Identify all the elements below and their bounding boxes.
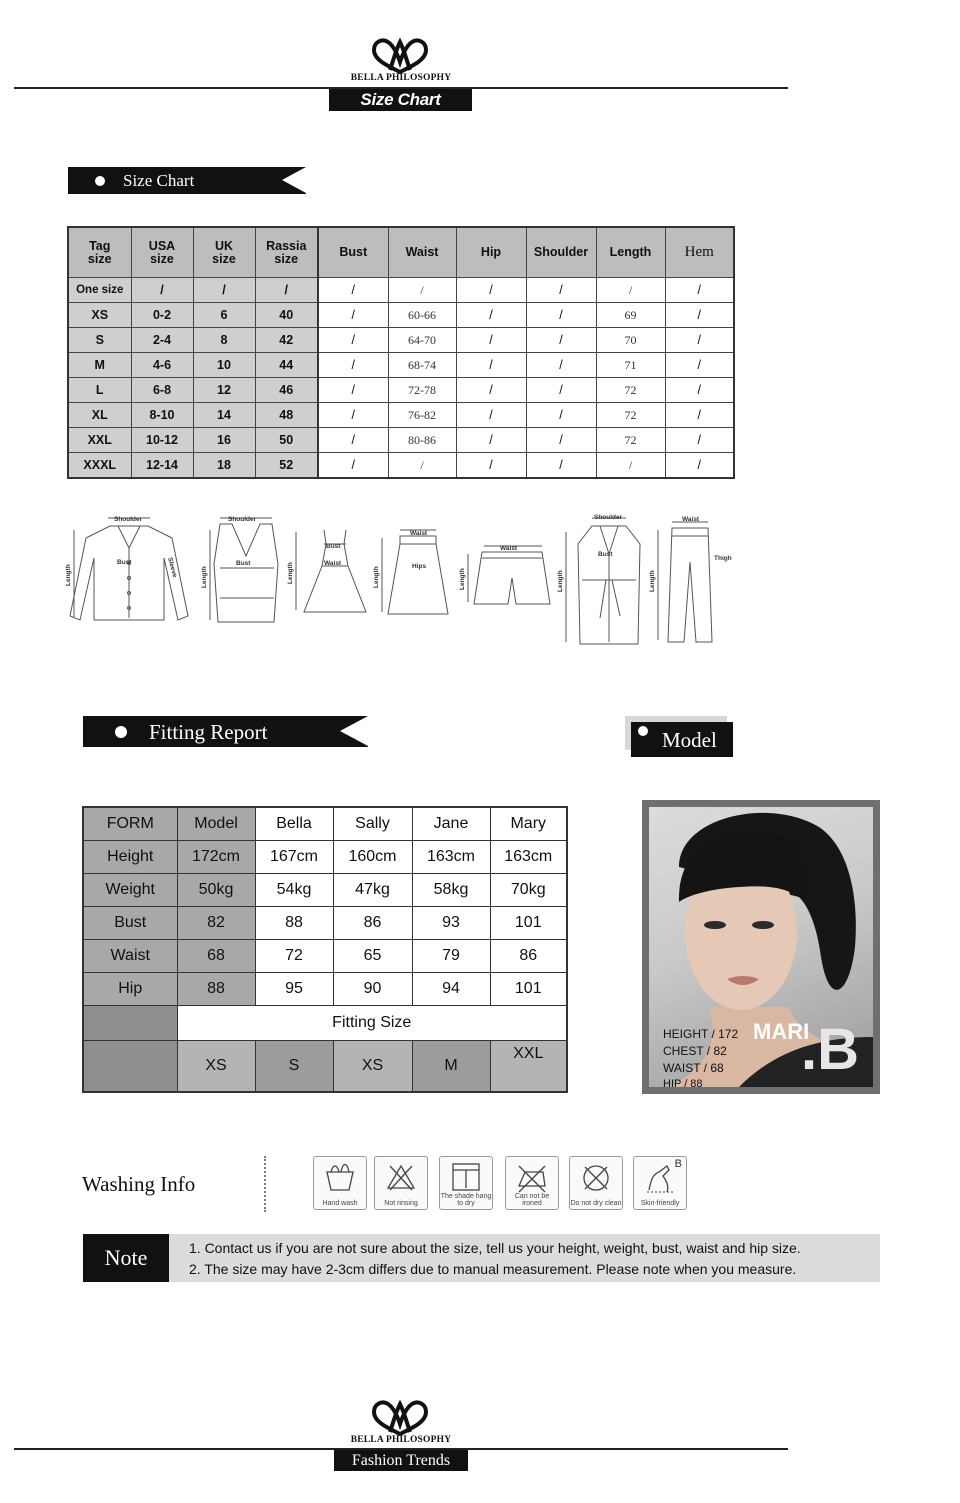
bullet-icon bbox=[638, 726, 648, 736]
size-cell: 68-74 bbox=[388, 353, 456, 378]
size-cell: 76-82 bbox=[388, 403, 456, 428]
note-line-2: 2. The size may have 2-3cm differs due to manual measurement. Please note when you measure. bbox=[189, 1261, 797, 1277]
fit-header-jane: Jane bbox=[412, 807, 490, 841]
fitting-report-ribbon bbox=[83, 716, 368, 747]
size-cell: / bbox=[665, 403, 734, 428]
sketch-label-waist-4: Waist bbox=[410, 530, 428, 537]
size-cell: / bbox=[596, 278, 665, 303]
size-cell: 72 bbox=[596, 378, 665, 403]
fit-cell: 47kg bbox=[333, 874, 412, 907]
size-chart-ribbon bbox=[68, 167, 306, 194]
fit-cell: 93 bbox=[412, 907, 490, 940]
size-row bbox=[68, 278, 734, 303]
size-cell: 44 bbox=[255, 353, 318, 378]
fit-empty-cell bbox=[83, 1006, 177, 1041]
fit-cell: 82 bbox=[177, 907, 255, 940]
header-banner: Size Chart bbox=[329, 89, 472, 111]
size-chart-table bbox=[67, 226, 735, 479]
shorts-sketch bbox=[468, 546, 550, 604]
size-cell: 42 bbox=[255, 328, 318, 353]
model-ribbon bbox=[631, 722, 733, 757]
size-cell: XL bbox=[68, 403, 131, 428]
size-cell: 48 bbox=[255, 403, 318, 428]
fit-cell: 58kg bbox=[412, 874, 490, 907]
no-iron-icon bbox=[505, 1156, 559, 1210]
size-cell: 40 bbox=[255, 303, 318, 328]
model-stat-height: HEIGHT / 172 bbox=[663, 1027, 739, 1041]
washing-info-title: Washing Info bbox=[82, 1172, 196, 1196]
fit-row bbox=[83, 940, 567, 973]
fit-cell: 101 bbox=[490, 973, 567, 1006]
size-cell: / bbox=[526, 353, 596, 378]
model-initial: .B bbox=[801, 1017, 859, 1082]
size-cell: / bbox=[526, 378, 596, 403]
fit-cell: 88 bbox=[255, 907, 333, 940]
model-ribbon-label: Model bbox=[662, 728, 717, 752]
size-cell: 10-12 bbox=[131, 428, 193, 453]
col-tag-size: Tag size bbox=[68, 227, 131, 278]
size-cell: / bbox=[131, 278, 193, 303]
tank-sketch bbox=[210, 518, 278, 622]
size-cell: / bbox=[456, 303, 526, 328]
fit-row-label: Hip bbox=[83, 973, 177, 1006]
sketch-label-length-2: Length bbox=[201, 566, 208, 588]
size-cell: / bbox=[456, 428, 526, 453]
size-cell: / bbox=[665, 428, 734, 453]
size-chart-ribbon-label: Size Chart bbox=[123, 171, 195, 190]
trench-sketch bbox=[566, 518, 640, 644]
size-cell: / bbox=[526, 428, 596, 453]
size-cell: 8-10 bbox=[131, 403, 193, 428]
model-card bbox=[642, 800, 880, 1094]
wash-icon-label: Do not dry clean bbox=[570, 1200, 622, 1207]
model-photo bbox=[649, 807, 873, 1087]
fit-row bbox=[83, 841, 567, 874]
note-line-1: 1. Contact us if you are not sure about the size, tell us your height, weight, bust, waist and hip size. bbox=[189, 1240, 801, 1256]
size-cell: 80-86 bbox=[388, 428, 456, 453]
fitting-size-label-row bbox=[83, 1006, 567, 1041]
fitting-size-cell: XS bbox=[177, 1041, 255, 1093]
size-cell: / bbox=[456, 378, 526, 403]
washing-divider bbox=[264, 1156, 266, 1212]
size-cell: / bbox=[665, 303, 734, 328]
sketch-label-waist-3: Waist bbox=[324, 560, 342, 567]
size-row bbox=[68, 328, 734, 353]
fit-cell: 94 bbox=[412, 973, 490, 1006]
fit-row-label: Bust bbox=[83, 907, 177, 940]
wash-icon-label: Can not be ironed bbox=[514, 1193, 550, 1207]
fit-cell: 50kg bbox=[177, 874, 255, 907]
no-rinsing-icon bbox=[374, 1156, 428, 1210]
size-cell: 50 bbox=[255, 428, 318, 453]
size-cell: 16 bbox=[193, 428, 255, 453]
size-cell: / bbox=[318, 303, 388, 328]
fit-header-form: FORM bbox=[83, 807, 177, 841]
fit-header-mary: Mary bbox=[490, 807, 567, 841]
size-row bbox=[68, 403, 734, 428]
size-cell: / bbox=[318, 378, 388, 403]
size-cell: M bbox=[68, 353, 131, 378]
fit-row bbox=[83, 874, 567, 907]
fitting-size-cell: M bbox=[412, 1041, 490, 1093]
sketch-label-shoulder-6: Shoulder bbox=[594, 514, 623, 521]
bullet-icon bbox=[115, 726, 127, 738]
fit-cell: 68 bbox=[177, 940, 255, 973]
fit-cell: 65 bbox=[333, 940, 412, 973]
ribbon-notch bbox=[340, 716, 368, 746]
fit-cell: 79 bbox=[412, 940, 490, 973]
size-cell: 72-78 bbox=[388, 378, 456, 403]
size-cell: 71 bbox=[596, 353, 665, 378]
sketch-label-bust-2: Bust bbox=[236, 560, 251, 567]
fit-cell: 163cm bbox=[412, 841, 490, 874]
size-cell: 46 bbox=[255, 378, 318, 403]
size-cell: / bbox=[318, 453, 388, 479]
wash-icon-label: Skin-friendly bbox=[640, 1200, 680, 1207]
col-hem: Hem bbox=[665, 227, 734, 278]
size-cell: 8 bbox=[193, 328, 255, 353]
size-cell: 12 bbox=[193, 378, 255, 403]
size-cell: 52 bbox=[255, 453, 318, 479]
sketch-label-bust-6: Bust bbox=[598, 551, 613, 558]
size-cell: 64-70 bbox=[388, 328, 456, 353]
size-cell: / bbox=[456, 353, 526, 378]
size-cell: 72 bbox=[596, 428, 665, 453]
note-bar bbox=[83, 1234, 880, 1282]
size-cell: / bbox=[318, 353, 388, 378]
fit-cell: 54kg bbox=[255, 874, 333, 907]
size-cell: / bbox=[255, 278, 318, 303]
no-dry-clean-icon bbox=[569, 1156, 623, 1210]
fit-cell: 163cm bbox=[490, 841, 567, 874]
size-row bbox=[68, 453, 734, 479]
footer-brand-name: BELLA PHILOSOPHY bbox=[350, 1435, 452, 1445]
ribbon-notch bbox=[282, 167, 306, 193]
fitting-size-cell: S bbox=[255, 1041, 333, 1093]
fit-cell: 95 bbox=[255, 973, 333, 1006]
size-cell: 72 bbox=[596, 403, 665, 428]
size-row bbox=[68, 303, 734, 328]
shade-hang-dry-icon bbox=[439, 1156, 493, 1210]
size-cell: 70 bbox=[596, 328, 665, 353]
skirt-sketch bbox=[382, 530, 448, 614]
sketch-label-waist-5: Waist bbox=[500, 545, 518, 552]
fit-cell: 101 bbox=[490, 907, 567, 940]
col-uk-size: UK size bbox=[193, 227, 255, 278]
size-cell: / bbox=[665, 453, 734, 479]
fit-cell: 86 bbox=[333, 907, 412, 940]
fit-header-model: Model bbox=[177, 807, 255, 841]
sketch-label-hips: Hips bbox=[412, 563, 427, 570]
fitting-size-label: Fitting Size bbox=[177, 1006, 567, 1041]
size-cell: One size bbox=[68, 278, 131, 303]
size-cell: XS bbox=[68, 303, 131, 328]
size-cell: L bbox=[68, 378, 131, 403]
brand-logo-icon bbox=[368, 36, 432, 76]
sketch-label-shoulder-2: Shoulder bbox=[228, 516, 257, 523]
size-cell: 4-6 bbox=[131, 353, 193, 378]
size-cell: / bbox=[318, 428, 388, 453]
wash-icon-label: Hand wash bbox=[322, 1200, 358, 1207]
wash-icon-label: Not rinsing bbox=[384, 1200, 418, 1207]
size-cell: / bbox=[526, 328, 596, 353]
col-shoulder: Shoulder bbox=[526, 227, 596, 278]
size-cell: 6-8 bbox=[131, 378, 193, 403]
size-cell: 18 bbox=[193, 453, 255, 479]
sketch-label-length-6: Length bbox=[557, 570, 564, 592]
size-cell: / bbox=[526, 303, 596, 328]
skin-friendly-icon bbox=[633, 1156, 687, 1210]
fitting-size-cell: XXL bbox=[490, 1041, 567, 1093]
col-bust: Bust bbox=[318, 227, 388, 278]
fitting-size-cell: XS bbox=[333, 1041, 412, 1093]
size-row bbox=[68, 353, 734, 378]
col-waist: Waist bbox=[388, 227, 456, 278]
sketch-label-length-1: Length bbox=[65, 564, 72, 586]
size-cell: / bbox=[456, 453, 526, 479]
size-cell: XXL bbox=[68, 428, 131, 453]
size-cell: / bbox=[526, 453, 596, 479]
size-cell: / bbox=[665, 328, 734, 353]
size-cell: 6 bbox=[193, 303, 255, 328]
model-stat-hip: HIP / 88 bbox=[663, 1078, 703, 1087]
sketch-label-length-7: Length bbox=[649, 570, 656, 592]
trousers-sketch bbox=[658, 522, 712, 642]
size-cell: XXXL bbox=[68, 453, 131, 479]
fit-cell: 90 bbox=[333, 973, 412, 1006]
size-row bbox=[68, 378, 734, 403]
fit-header-bella: Bella bbox=[255, 807, 333, 841]
fitting-report-ribbon-label: Fitting Report bbox=[149, 720, 268, 744]
brand-name: BELLA PHILOSOPHY bbox=[350, 73, 452, 83]
size-cell: / bbox=[318, 278, 388, 303]
size-cell: 0-2 bbox=[131, 303, 193, 328]
size-cell: 12-14 bbox=[131, 453, 193, 479]
col-hip: Hip bbox=[456, 227, 526, 278]
size-cell: / bbox=[526, 403, 596, 428]
size-cell: 2-4 bbox=[131, 328, 193, 353]
size-cell: / bbox=[596, 453, 665, 479]
size-cell: / bbox=[388, 453, 456, 479]
wash-icon-label: The shade hang to dry bbox=[440, 1193, 492, 1207]
size-cell: 60-66 bbox=[388, 303, 456, 328]
size-cell: / bbox=[193, 278, 255, 303]
sketch-label-length-4: Length bbox=[373, 566, 380, 588]
size-cell: / bbox=[318, 328, 388, 353]
size-cell: / bbox=[526, 278, 596, 303]
size-cell: 69 bbox=[596, 303, 665, 328]
size-cell: / bbox=[456, 403, 526, 428]
sketch-label-thigh: Thigh bbox=[714, 555, 732, 562]
fit-row bbox=[83, 907, 567, 940]
size-cell: 14 bbox=[193, 403, 255, 428]
fit-cell: 72 bbox=[255, 940, 333, 973]
fit-cell: 167cm bbox=[255, 841, 333, 874]
fitting-report-table bbox=[82, 806, 568, 1093]
model-name: MARI bbox=[753, 1019, 810, 1044]
size-cell: S bbox=[68, 328, 131, 353]
fit-row bbox=[83, 973, 567, 1006]
footer-banner: Fashion Trends bbox=[334, 1450, 468, 1471]
size-cell: / bbox=[456, 328, 526, 353]
size-cell: / bbox=[318, 403, 388, 428]
fit-cell: 160cm bbox=[333, 841, 412, 874]
size-cell: / bbox=[388, 278, 456, 303]
sketch-label-shoulder-1: Shoulder bbox=[114, 516, 143, 523]
fit-row-label: Weight bbox=[83, 874, 177, 907]
size-row bbox=[68, 428, 734, 453]
sketch-label-bust-1: Bust bbox=[117, 559, 132, 566]
size-table-header bbox=[68, 227, 734, 278]
sketch-label-length-3: Length bbox=[287, 562, 294, 584]
model-stat-waist: WAIST / 68 bbox=[663, 1061, 724, 1075]
col-length: Length bbox=[596, 227, 665, 278]
sketch-label-sleeve: Sleeve bbox=[166, 556, 179, 579]
sketch-label-waist-7: Waist bbox=[682, 516, 700, 523]
size-cell: / bbox=[665, 378, 734, 403]
fit-row-label: Height bbox=[83, 841, 177, 874]
col-usa-size: USA size bbox=[131, 227, 193, 278]
fit-cell: 70kg bbox=[490, 874, 567, 907]
sketch-label-bust-3: Bust bbox=[326, 543, 341, 550]
bullet-icon bbox=[95, 176, 105, 186]
fit-header-row bbox=[83, 807, 567, 841]
brand-logo-icon bbox=[368, 1398, 432, 1438]
fit-cell: 86 bbox=[490, 940, 567, 973]
fit-header-sally: Sally bbox=[333, 807, 412, 841]
fit-row-label: Waist bbox=[83, 940, 177, 973]
note-label: Note bbox=[83, 1234, 169, 1282]
fit-empty-cell bbox=[83, 1041, 177, 1093]
col-rassia-size: Rassia size bbox=[255, 227, 318, 278]
size-cell: / bbox=[665, 278, 734, 303]
garment-sketches bbox=[60, 508, 736, 658]
hand-wash-icon bbox=[313, 1156, 367, 1210]
size-cell: 10 bbox=[193, 353, 255, 378]
wash-icon-badge: B bbox=[674, 1158, 682, 1170]
sketch-label-length-5: Length bbox=[459, 568, 466, 590]
fit-cell: 172cm bbox=[177, 841, 255, 874]
fitting-size-row bbox=[83, 1041, 567, 1093]
size-cell: / bbox=[456, 278, 526, 303]
fit-cell: 88 bbox=[177, 973, 255, 1006]
size-cell: / bbox=[665, 353, 734, 378]
model-stat-chest: CHEST / 82 bbox=[663, 1044, 727, 1058]
